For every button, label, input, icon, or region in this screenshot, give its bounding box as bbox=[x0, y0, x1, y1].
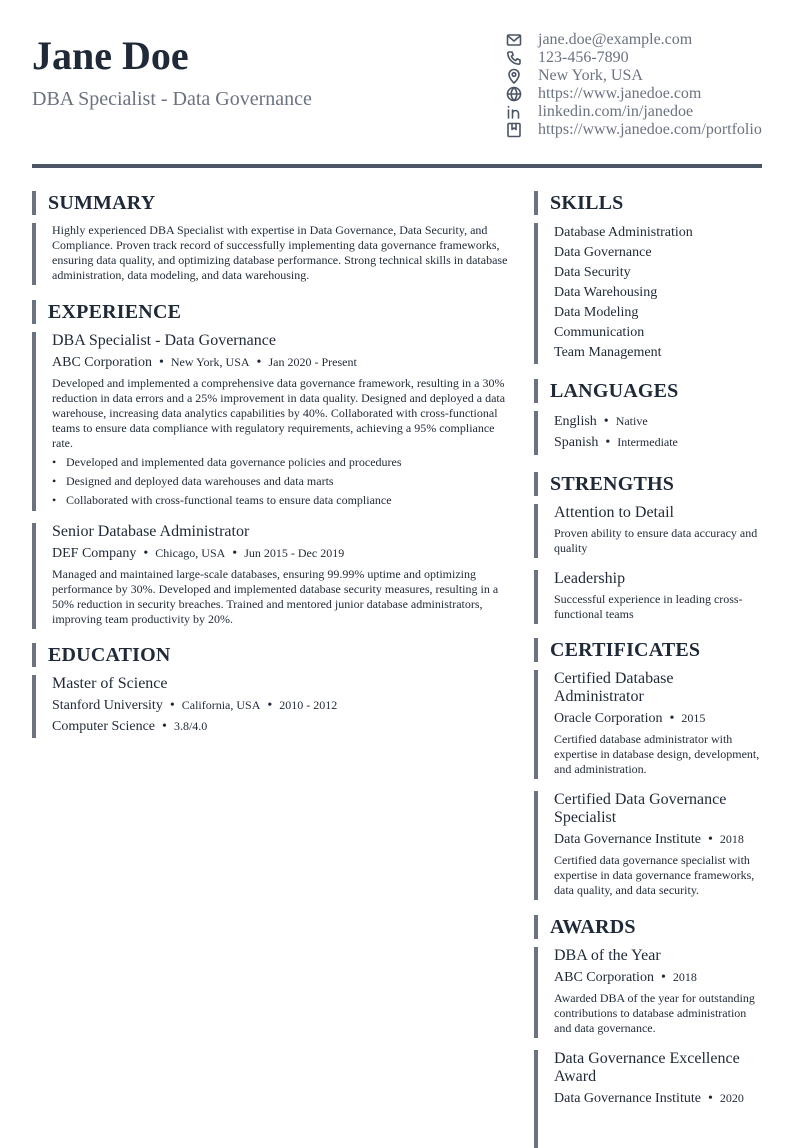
skill-item: Data Governance bbox=[554, 245, 652, 260]
job-dates: Jun 2015 - Dec 2019 bbox=[244, 546, 345, 560]
education-field: Computer Science bbox=[52, 719, 156, 734]
separator-dot: • bbox=[169, 698, 175, 713]
strength-title: Leadership bbox=[554, 570, 626, 587]
skill-item: Data Modeling bbox=[554, 305, 639, 320]
contact-email[interactable] bbox=[505, 31, 790, 49]
contact-website[interactable] bbox=[505, 85, 790, 103]
section-heading-experience: EXPERIENCE bbox=[32, 300, 512, 324]
strength-title: Attention to Detail bbox=[554, 504, 674, 521]
experience-item bbox=[32, 523, 512, 629]
award-title: DBA of the Year bbox=[554, 947, 661, 964]
mail-icon bbox=[505, 32, 523, 48]
phone-icon bbox=[505, 50, 523, 66]
experience-item bbox=[32, 332, 512, 511]
skill-item: Team Management bbox=[554, 345, 662, 360]
section-heading-certificates: CERTIFICATES bbox=[534, 638, 764, 662]
education-dates: 2010 - 2012 bbox=[279, 698, 338, 712]
job-location: New York, USA bbox=[170, 355, 250, 369]
header-divider bbox=[32, 164, 762, 168]
education-meta bbox=[52, 696, 512, 715]
skill-item: Data Security bbox=[554, 265, 631, 280]
summary-block bbox=[32, 223, 512, 285]
contact-text: New York, USA bbox=[538, 67, 643, 84]
language-level: Native bbox=[615, 414, 648, 428]
skills-list bbox=[534, 223, 764, 364]
award-year: 2020 bbox=[719, 1091, 744, 1105]
strength-item bbox=[534, 570, 764, 624]
separator-dot: • bbox=[605, 435, 611, 450]
education-gpa: 3.8/4.0 bbox=[173, 719, 208, 733]
location-icon bbox=[505, 68, 523, 84]
strength-description: Proven ability to ensure data accuracy and quality bbox=[554, 526, 758, 555]
job-dates: Jan 2020 - Present bbox=[268, 355, 357, 369]
separator-dot: • bbox=[603, 414, 609, 429]
separator-dot: • bbox=[707, 1091, 713, 1106]
certificate-title: Certified Data Governance Specialist bbox=[554, 791, 727, 826]
job-description: Managed and maintained large-scale databases, ensuring 99.99% uptime and optimizing performance by 30%. Developed and implemented database security measures, resulting in a 50% reduction in security breaches. Trained and mentored junior database administrators, improving team productivity by 20%. bbox=[52, 567, 499, 626]
language-name: Spanish bbox=[554, 435, 599, 450]
contact-text: linkedin.com/in/janedoe bbox=[538, 103, 694, 120]
certificate-item bbox=[534, 791, 764, 900]
separator-dot: • bbox=[158, 355, 164, 370]
section-heading-skills: SKILLS bbox=[534, 191, 764, 215]
contact-portfolio[interactable] bbox=[505, 121, 790, 139]
certificate-issuer: Data Governance Institute bbox=[554, 832, 701, 847]
job-location: Chicago, USA bbox=[155, 546, 226, 560]
skill-item: Database Administration bbox=[554, 225, 693, 240]
separator-dot: • bbox=[162, 719, 167, 734]
separator-dot: • bbox=[232, 546, 238, 561]
job-title: Senior Database Administrator bbox=[52, 523, 250, 540]
separator-dot: • bbox=[267, 698, 273, 713]
candidate-name: Jane Doe bbox=[32, 33, 189, 78]
list-item: • Designed and deployed data warehouses and data marts bbox=[52, 474, 512, 489]
section-heading-summary: SUMMARY bbox=[32, 191, 512, 215]
language-name: English bbox=[554, 414, 597, 429]
separator-dot: • bbox=[660, 970, 666, 985]
job-meta bbox=[52, 544, 512, 563]
contact-list bbox=[505, 31, 790, 139]
skill-item: Communication bbox=[554, 325, 645, 340]
award-item bbox=[534, 1050, 764, 1148]
strength-item bbox=[534, 504, 764, 558]
separator-dot: • bbox=[707, 832, 713, 847]
skill-item: Data Warehousing bbox=[554, 285, 658, 300]
language-level: Intermediate bbox=[617, 435, 678, 449]
award-issuer: ABC Corporation bbox=[554, 970, 654, 985]
contact-phone[interactable] bbox=[505, 49, 790, 67]
certificate-meta bbox=[554, 709, 764, 728]
award-item bbox=[534, 947, 764, 1038]
certificate-description: Certified data governance specialist with expertise in data governance frameworks, data quality, and data security. bbox=[554, 853, 755, 897]
section-heading-strengths: STRENGTHS bbox=[534, 472, 764, 496]
certificate-meta bbox=[554, 830, 764, 849]
job-title: DBA Specialist - Data Governance bbox=[52, 332, 276, 349]
list-item: • Collaborated with cross-functional teams to ensure data compliance bbox=[52, 493, 512, 508]
separator-dot: • bbox=[143, 546, 149, 561]
award-year: 2018 bbox=[672, 970, 697, 984]
certificate-item bbox=[534, 670, 764, 779]
certificate-year: 2018 bbox=[719, 832, 744, 846]
certificate-issuer: Oracle Corporation bbox=[554, 711, 663, 726]
candidate-role: DBA Specialist - Data Governance bbox=[32, 88, 312, 110]
section-heading-awards: AWARDS bbox=[534, 915, 764, 939]
education-degree: Master of Science bbox=[52, 675, 168, 692]
award-issuer: Data Governance Institute bbox=[554, 1091, 701, 1106]
contact-text: jane.doe@example.com bbox=[538, 31, 693, 48]
contact-text: https://www.janedoe.com/portfolio bbox=[538, 121, 762, 138]
job-description: Developed and implemented a comprehensive data governance framework, resulting in a 30% reduction in data errors and a 25% improvement in data quality. Designed and deployed a data warehouse, increasing data analytics capabilities by 40%. Collaborated with cross-functional teams to ensure data compliance with regulatory requirements, achieving a 95% compliance rate. bbox=[52, 376, 506, 450]
separator-dot: • bbox=[669, 711, 675, 726]
language-item bbox=[554, 432, 764, 453]
education-school: Stanford University bbox=[52, 698, 163, 713]
languages-list bbox=[534, 411, 764, 455]
award-meta bbox=[554, 1089, 764, 1108]
education-item bbox=[32, 675, 512, 738]
certificate-year: 2015 bbox=[681, 711, 706, 725]
education-location: California, USA bbox=[181, 698, 261, 712]
contact-location bbox=[505, 67, 790, 85]
linkedin-icon bbox=[505, 104, 523, 120]
language-item bbox=[554, 411, 764, 432]
list-item: • Developed and implemented data governance policies and procedures bbox=[52, 455, 512, 470]
contact-text: 123-456-7890 bbox=[538, 49, 629, 66]
section-heading-education: EDUCATION bbox=[32, 643, 512, 667]
job-bullets bbox=[52, 455, 512, 508]
certificate-description: Certified database administrator with expertise in database design, development, and administration. bbox=[554, 732, 760, 776]
job-company: DEF Company bbox=[52, 546, 137, 561]
contact-linkedin[interactable] bbox=[505, 103, 790, 121]
certificate-title: Certified Database Administrator bbox=[554, 670, 674, 705]
separator-dot: • bbox=[256, 355, 262, 370]
portfolio-icon bbox=[505, 122, 523, 138]
summary-text: Highly experienced DBA Specialist with expertise in Data Governance, Data Security, and Compliance. Proven track record of successfully implementing data governance frameworks, ensuring data quality, and optimizing database performance. Strong technical skills in database administration, data modeling, and data warehousing. bbox=[52, 223, 508, 282]
job-meta bbox=[52, 353, 512, 372]
contact-text: https://www.janedoe.com bbox=[538, 85, 702, 102]
section-heading-languages: LANGUAGES bbox=[534, 379, 764, 403]
education-field-row bbox=[52, 717, 512, 736]
left-column bbox=[32, 191, 512, 738]
globe-icon bbox=[505, 86, 523, 102]
job-company: ABC Corporation bbox=[52, 355, 152, 370]
right-column bbox=[534, 191, 764, 1148]
strength-description: Successful experience in leading cross-functional teams bbox=[554, 592, 743, 621]
award-description: Awarded DBA of the year for outstanding contributions to database administration and data governance. bbox=[554, 991, 755, 1035]
award-title: Data Governance Excellence Award bbox=[554, 1050, 740, 1085]
award-meta bbox=[554, 968, 764, 987]
